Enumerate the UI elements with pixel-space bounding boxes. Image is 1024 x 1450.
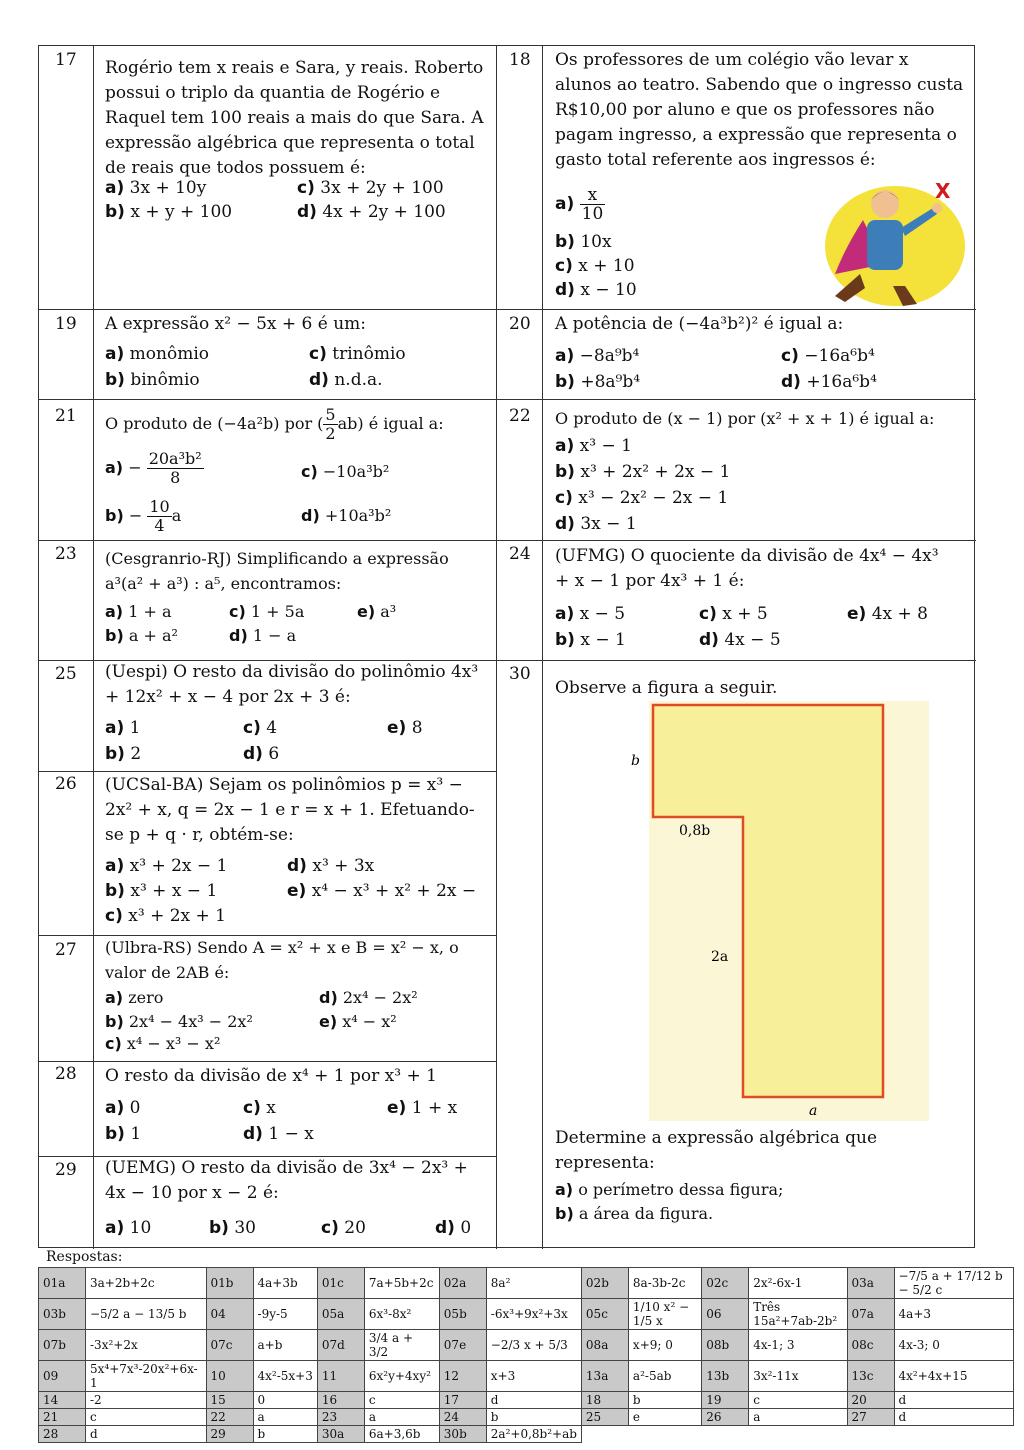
answer-value: b (253, 1426, 317, 1443)
question-text: Observe a figura a seguir. (555, 678, 778, 698)
answer-key: 11 (317, 1361, 364, 1392)
question-text: A potência de (−4a³b²)² é igual a: (555, 314, 844, 334)
answer-key: 14 (39, 1392, 86, 1409)
answer-value: e (628, 1409, 701, 1426)
option-a: a) x − 5 (555, 604, 626, 624)
answer-value: 6x²y+4xy² (364, 1361, 439, 1392)
question-text: A expressão x² − 5x + 6 é um: (105, 314, 367, 334)
answer-value: 2x²-6x-1 (749, 1268, 847, 1299)
option-a: a) − $\frac{\text{20a³b²}}{8}$ (105, 449, 202, 487)
answer-key: 09 (39, 1361, 86, 1392)
option-a: a) monômio (105, 344, 209, 364)
answer-value: b (628, 1392, 701, 1409)
question-text: (UCSal-BA) Sejam os polinômios p = x³ − 2x² + x, q = 2x − 1 e r = x + 1. Efetuando-se p + q · r, obtém-se: (105, 775, 475, 845)
answer-value: x+3 (486, 1361, 581, 1392)
option-a: a) zero (105, 988, 164, 1007)
divider (39, 1061, 496, 1062)
option-d: d) 0 (435, 1218, 472, 1238)
question-number: 23 (55, 544, 77, 564)
table-row (39, 1361, 1014, 1392)
answer-key: 01c (317, 1268, 364, 1299)
question-text: (Uespi) O resto da divisão do polinômio 4x³ + 12x² + x − 4 por 2x + 3 é: (105, 662, 479, 707)
answer-value: 7a+5b+2c (364, 1268, 439, 1299)
question-text: Determine a expressão algébrica que representa: (555, 1128, 878, 1173)
option-e: e) 1 + x (387, 1098, 458, 1118)
table-row (39, 1426, 1014, 1443)
option-d: d) 2x⁴ − 2x² (319, 988, 418, 1007)
teacher-illustration (805, 178, 965, 308)
answer-key: 27 (847, 1409, 894, 1426)
question-text: (Cesgranrio-RJ) Simplificando a expressão a³(a² + a³) : a⁵, encontramos: (105, 549, 449, 593)
option-b: b) x³ + 2x² + 2x − 1 (555, 462, 731, 482)
answer-key: 07c (206, 1330, 253, 1361)
answer-value: a (364, 1409, 439, 1426)
answer-value: 6a+3,6b (364, 1426, 439, 1443)
option-b: b) 2x⁴ − 4x³ − 2x² (105, 1012, 253, 1031)
divider (39, 399, 976, 400)
answer-key: 21 (39, 1409, 86, 1426)
option-d: d) 1 − a (229, 626, 297, 645)
answer-key: 13a (581, 1361, 628, 1392)
option-d: d) +16a⁶b⁴ (781, 372, 877, 392)
option-d: d) 6 (243, 744, 280, 764)
answer-key: 25 (581, 1409, 628, 1426)
question-number: 28 (55, 1064, 77, 1084)
question-number: 24 (509, 544, 531, 564)
question-number: 18 (509, 50, 531, 70)
table-row (39, 1409, 1014, 1426)
question-number: 27 (55, 940, 77, 960)
answer-key: 05c (581, 1299, 628, 1330)
answer-value: a (749, 1409, 847, 1426)
option-c: c) trinômio (309, 344, 406, 364)
answer-key: 02c (702, 1268, 749, 1299)
option-b: b) +8a⁹b⁴ (555, 372, 641, 392)
divider (496, 46, 497, 1249)
option-a: a) 1 (105, 718, 141, 738)
answer-key: 13b (702, 1361, 749, 1392)
answer-value: 8a-3b-2c (628, 1268, 701, 1299)
label-0-8b: 0,8b (679, 823, 711, 839)
question-number: 30 (509, 664, 531, 684)
option-a: a) 1 + a (105, 602, 172, 621)
answer-key: 28 (39, 1426, 86, 1443)
answer-value: d (486, 1392, 581, 1409)
answer-value (628, 1426, 701, 1443)
answer-value: c (364, 1392, 439, 1409)
x-mark: X (935, 179, 951, 203)
answer-key: 18 (581, 1392, 628, 1409)
question-text: (UFMG) O quociente da divisão de 4x⁴ − 4x³ + x − 1 por 4x³ + 1 é: (555, 546, 939, 591)
option-d: d) +10a³b² (301, 506, 392, 525)
answer-value: a+b (253, 1330, 317, 1361)
answer-key: 07b (39, 1330, 86, 1361)
question-text: Os professores de um colégio vão levar x alunos ao teatro. Sabendo que o ingresso custa R$10,00 por aluno e que os professores não pagam ingresso, a expressão que representa o gasto total referente aos ingressos é: (555, 50, 964, 170)
option-d: d) 4x − 5 (699, 630, 781, 650)
option-e: e) 8 (387, 718, 423, 738)
option-c: c) x + 10 (555, 256, 635, 276)
answer-key: 07a (847, 1299, 894, 1330)
answer-key: 01b (206, 1268, 253, 1299)
answer-value: −2/3 x + 5/3 (486, 1330, 581, 1361)
answer-key: 05a (317, 1299, 364, 1330)
answer-value: 4x-3; 0 (894, 1330, 1013, 1361)
answer-value: 4x-1; 3 (749, 1330, 847, 1361)
option-b: b) x³ + x − 1 (105, 881, 218, 901)
answer-value (894, 1426, 1013, 1443)
answer-value: -6x³+9x²+3x (486, 1299, 581, 1330)
answer-value: d (894, 1409, 1013, 1426)
answer-key: 17 (439, 1392, 486, 1409)
question-number: 26 (55, 774, 77, 794)
option-b: b) 1 (105, 1124, 142, 1144)
answer-value: 6x³-8x² (364, 1299, 439, 1330)
answer-key (581, 1426, 628, 1443)
option-d: d) 4x + 2y + 100 (297, 202, 446, 222)
option-a: a) x³ + 2x − 1 (105, 856, 228, 876)
answer-value: 2a²+0,8b²+ab (486, 1426, 581, 1443)
answer-value: 4x²-5x+3 (253, 1361, 317, 1392)
question-text: O resto da divisão de x⁴ + 1 por x³ + 1 (105, 1066, 437, 1086)
divider (542, 46, 543, 1249)
question-text: Rogério tem x reais e Sara, y reais. Roberto possui o triplo da quantia de Rogério e Raquel tem 100 reais a mais do que Sara. A expressão algébrica que representa o total de reais que todos possuem é: (105, 58, 484, 178)
label-b: b (631, 753, 640, 769)
answers-table (38, 1267, 1014, 1443)
answer-key: 30b (439, 1426, 486, 1443)
answer-key: 22 (206, 1409, 253, 1426)
answer-key: 08c (847, 1330, 894, 1361)
answer-key: 13c (847, 1361, 894, 1392)
table-row (39, 1330, 1014, 1361)
answer-value: 0 (253, 1392, 317, 1409)
option-c: c) 3x + 2y + 100 (297, 178, 444, 198)
question-number: 21 (55, 406, 77, 426)
answer-key: 26 (702, 1409, 749, 1426)
answer-key: 10 (206, 1361, 253, 1392)
answer-key: 04 (206, 1299, 253, 1330)
option-d: d) 1 − x (243, 1124, 314, 1144)
table-row (39, 1299, 1014, 1330)
answer-value: a (253, 1409, 317, 1426)
answer-value: 5x⁴+7x³-20x²+6x-1 (86, 1361, 207, 1392)
option-c: c) −16a⁶b⁴ (781, 346, 875, 366)
question-grid (38, 45, 975, 1248)
option-b: b) a + a² (105, 626, 178, 645)
answer-value: Três 15a²+7ab-2b² (749, 1299, 847, 1330)
question-number: 20 (509, 314, 531, 334)
answer-value: 8a² (486, 1268, 581, 1299)
answer-key: 07e (439, 1330, 486, 1361)
question-text: (UEMG) O resto da divisão de 3x⁴ − 2x³ + 4x − 10 por x − 2 é: (105, 1158, 468, 1203)
option-e: e) x⁴ − x³ + x² + 2x − (287, 881, 477, 901)
answer-value: −7/5 a + 17/12 b − 5/2 c (894, 1268, 1013, 1299)
answer-key (702, 1426, 749, 1443)
question-text: O produto de (−4a²b) por ( $\frac{5}{2}$ ab) é igual a: (105, 405, 444, 443)
answer-key: 08a (581, 1330, 628, 1361)
label-a: a (809, 1103, 818, 1119)
question-number: 29 (55, 1160, 77, 1180)
answer-value: 4a+3 (894, 1299, 1013, 1330)
answer-value: -9y-5 (253, 1299, 317, 1330)
option-b: b) a área da figura. (555, 1204, 714, 1223)
option-d: d) x³ + 3x (287, 856, 375, 876)
answer-key: 24 (439, 1409, 486, 1426)
answer-key: 30a (317, 1426, 364, 1443)
answer-key: 29 (206, 1426, 253, 1443)
answer-key: 19 (702, 1392, 749, 1409)
option-c: c) −10a³b² (301, 462, 390, 481)
l-shape-figure (559, 701, 929, 1121)
answer-key: 05b (439, 1299, 486, 1330)
answer-key: 16 (317, 1392, 364, 1409)
answer-value: 4a+3b (253, 1268, 317, 1299)
table-row (39, 1392, 1014, 1409)
answer-value: −5/2 a − 13/5 b (86, 1299, 207, 1330)
answer-value (749, 1426, 847, 1443)
answer-key (847, 1426, 894, 1443)
option-b: b) binômio (105, 370, 200, 390)
answer-key: 08b (702, 1330, 749, 1361)
question-text: (Ulbra-RS) Sendo A = x² + x e B = x² − x, o valor de 2AB é: (105, 938, 459, 982)
option-a: a) 0 (105, 1098, 141, 1118)
option-b: b) 10x (555, 232, 612, 252)
option-c: c) 20 (321, 1218, 366, 1238)
answer-key: 02b (581, 1268, 628, 1299)
option-b: b) 30 (209, 1218, 256, 1238)
option-d: d) n.d.a. (309, 370, 383, 390)
option-b: b) x − 1 (555, 630, 626, 650)
question-number: 19 (55, 314, 77, 334)
option-c: c) x + 5 (699, 604, 768, 624)
option-c: c) 1 + 5a (229, 602, 305, 621)
label-2a: 2a (711, 949, 729, 965)
option-a: a) −8a⁹b⁴ (555, 346, 640, 366)
answer-key: 02a (439, 1268, 486, 1299)
option-c: c) x (243, 1098, 276, 1118)
answer-value: 3x²-11x (749, 1361, 847, 1392)
answer-value: 3/4 a + 3/2 (364, 1330, 439, 1361)
answer-value: d (894, 1392, 1013, 1409)
option-d: d) 3x − 1 (555, 514, 637, 534)
answer-key: 20 (847, 1392, 894, 1409)
option-d: d) x − 10 (555, 280, 637, 300)
question-number: 17 (55, 50, 77, 70)
option-e: e) 4x + 8 (847, 604, 928, 624)
option-a: a) x³ − 1 (555, 436, 632, 456)
option-e: e) x⁴ − x² (319, 1012, 397, 1031)
answer-value: c (86, 1409, 207, 1426)
option-c: c) x³ − 2x² − 2x − 1 (555, 488, 729, 508)
divider (39, 309, 976, 310)
option-a: a) 3x + 10y (105, 178, 207, 198)
answer-key: 03b (39, 1299, 86, 1330)
option-c: c) 4 (243, 718, 278, 738)
question-number: 22 (509, 406, 531, 426)
answer-value: 1/10 x² − 1/5 x (628, 1299, 701, 1330)
answer-key: 12 (439, 1361, 486, 1392)
answer-value: 3a+2b+2c (86, 1268, 207, 1299)
option-b: b) x + y + 100 (105, 202, 233, 222)
answer-key: 23 (317, 1409, 364, 1426)
question-number: 25 (55, 664, 77, 684)
option-e: e) a³ (357, 602, 397, 621)
option-a: a) 10 (105, 1218, 152, 1238)
answers-title: Respostas: (46, 1249, 123, 1265)
answer-value: -2 (86, 1392, 207, 1409)
answer-value: x+9; 0 (628, 1330, 701, 1361)
option-c: c) x³ + 2x + 1 (105, 906, 226, 926)
answer-key: 03a (847, 1268, 894, 1299)
divider (39, 771, 496, 772)
answer-value: -3x²+2x (86, 1330, 207, 1361)
answer-value: d (86, 1426, 207, 1443)
answer-value: a²-5ab (628, 1361, 701, 1392)
divider (93, 46, 94, 1249)
answer-key: 15 (206, 1392, 253, 1409)
option-b: b) 2 (105, 744, 142, 764)
option-c: c) x⁴ − x³ − x² (105, 1034, 221, 1053)
answer-value: b (486, 1409, 581, 1426)
divider (39, 540, 976, 541)
answer-key: 06 (702, 1299, 749, 1330)
question-text: O produto de (x − 1) por (x² + x + 1) é igual a: (555, 409, 935, 428)
option-a: a) $\frac{x}{10}$ (555, 185, 604, 224)
table-row (39, 1268, 1014, 1299)
answer-key: 01a (39, 1268, 86, 1299)
answer-value: 4x²+4x+15 (894, 1361, 1013, 1392)
option-b: b) − $\frac{10}{4}$ a (105, 497, 182, 535)
answer-key: 07d (317, 1330, 364, 1361)
option-a: a) o perímetro dessa figura; (555, 1180, 784, 1199)
answer-value: c (749, 1392, 847, 1409)
